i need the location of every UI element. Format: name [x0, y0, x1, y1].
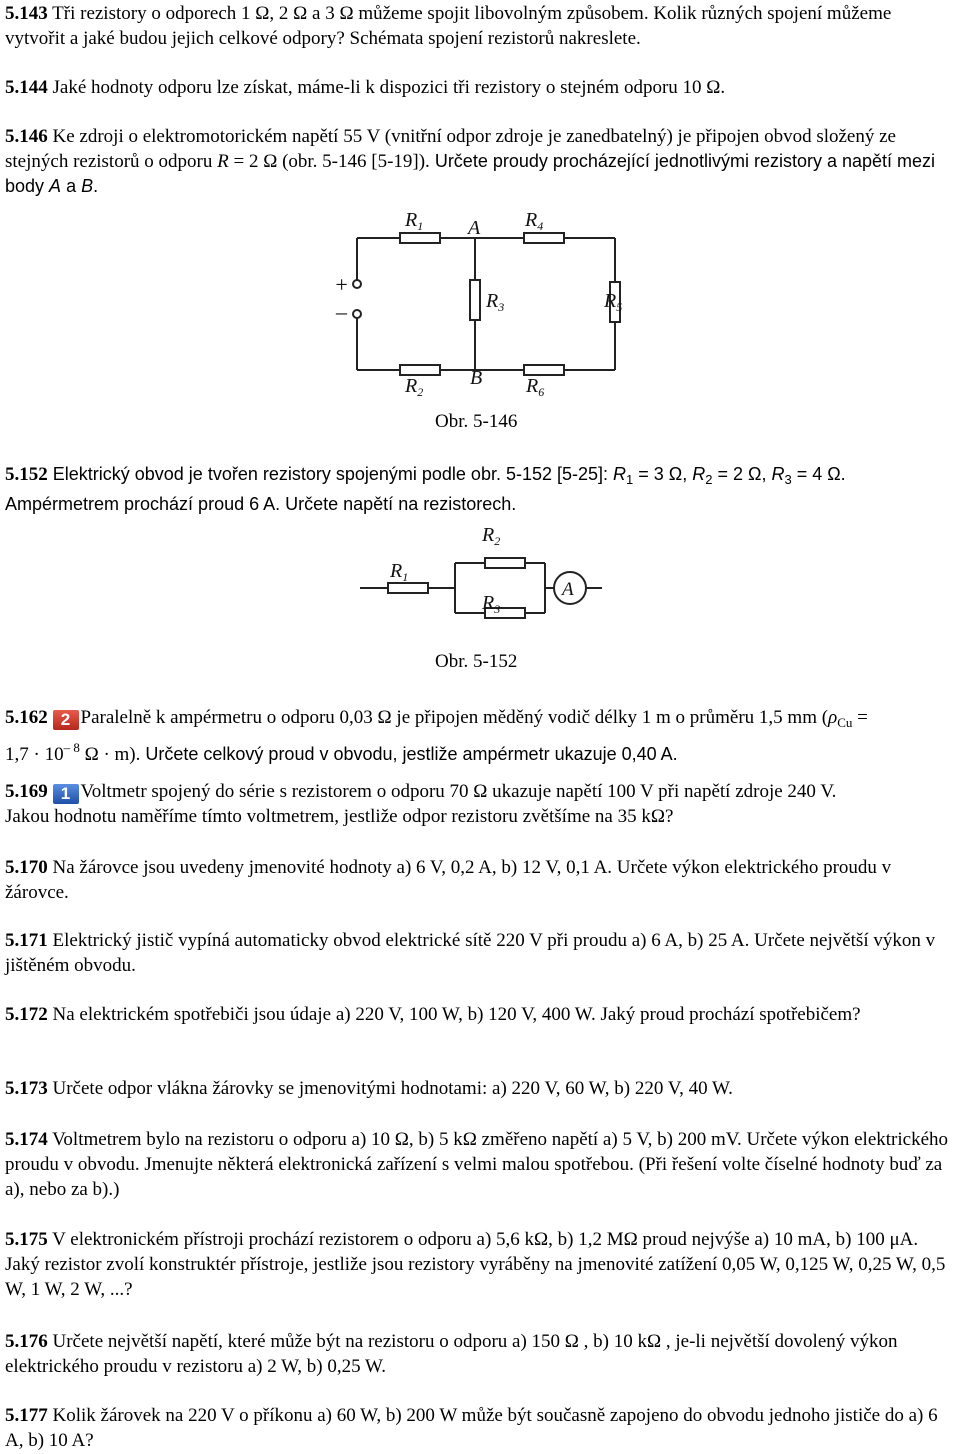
label-r5: $R_5$ [604, 290, 623, 314]
problem-5-143 [5, 1, 955, 51]
resistor-r4 [524, 233, 564, 243]
difficulty-2-icon: 2 [53, 710, 79, 730]
resistor-r1 [400, 233, 440, 243]
problem-text: Jaké hodnoty odporu lze získat, máme-li k dispozici tři rezistory o stejném odporu 10 Ω. [47, 77, 726, 98]
problem-number: 5.152 [5, 464, 48, 485]
problem-text: Na elektrickém spotřebiči jsou údaje a) 220 V, 100 W, b) 120 V, 400 W. Jaký proud prochází spotřebičem? [47, 1004, 861, 1025]
question-text: Určete proudy procházející jednotlivými rezistory a napětí mezi body [5, 151, 936, 196]
problem-text: V elektronickém přístroji prochází rezistorem o odporu a) 5,6 kΩ, b) 1,2 MΩ proud nejvýše a) 10 mA, b) 100 μA. Jaký rezistor zvolí konstruktér přístroje, jestliže jsou rezistory vyráběny na jmenovité zatížení 0,05 W, 0,125 W, 0,25 W, 0,5 W, 1 W, 2 W, ...? [5, 1229, 946, 1300]
problem-text: Určete největší napětí, které může být na rezistoru o odporu a) 150 Ω , b) 10 kΩ , je-li největší dovolený výkon elektrického proudu v rezistoru a) 2 W, b) 0,25 W. [5, 1331, 898, 1377]
value-unit: Ω · m). [79, 744, 141, 765]
problem-text [5, 464, 846, 514]
equals: = [852, 707, 868, 728]
value-r1: = 3 Ω, [633, 464, 693, 484]
problem-text: Tři rezistory o odporech 1 Ω, 2 Ω a 3 Ω můžeme spojit libovolným způsobem. Kolik různých spojení můžeme vytvořit a jaké budou jejich celkové odpory? Schémata spojení rezistorů nakreslete. [5, 3, 892, 49]
label-r2: $R_2$ [405, 375, 424, 399]
label-r2: $R_2$ [482, 524, 501, 548]
problem-number: 5.144 [5, 77, 48, 98]
problem-number: 5.174 [5, 1129, 48, 1150]
problem-5-174 [5, 1127, 955, 1202]
value-r2: = 2 Ω, [712, 464, 772, 484]
variable-r: R [217, 151, 229, 172]
point-b: B [81, 176, 94, 196]
rho-symbol: ρ [828, 707, 838, 728]
circuit-diagram-5-146 [320, 200, 650, 410]
problem-question: Jakou hodnotu naměříme tímto voltmetrem, jestliže odpor rezistoru zvětšíme na 35 kΩ? [5, 806, 674, 827]
problem-text: Ke zdroji o elektromotorickém napětí 55 V (vnitřní odpor zdroje je zanedbatelný) je připojen obvod složený ze stejných rezistorů o odporu [5, 126, 896, 172]
label-plus: + [334, 272, 349, 297]
circuit-diagram-5-152 [340, 515, 610, 630]
figure-caption-5-152: Obr. 5-152 [435, 651, 518, 672]
problem-5-144 [5, 75, 955, 100]
label-r3: $R_3$ [486, 290, 505, 314]
var-r3: R [771, 464, 785, 484]
problem-number: 5.169 [5, 781, 48, 802]
problem-number: 5.177 [5, 1405, 48, 1426]
resistor-r3 [470, 280, 480, 320]
var-r3-sub: 3 [784, 472, 792, 487]
resistor-r2 [485, 558, 525, 568]
problem-5-175 [5, 1227, 955, 1302]
problem-5-172 [5, 1002, 955, 1027]
var-r2: R [692, 464, 706, 484]
label-b: B [470, 367, 483, 389]
problem-text: Paralelně k ampérmetru o odporu 0,03 Ω je připojen měděný vodič délky 1 m o průměru 1,5 mm ( [80, 707, 829, 728]
var-r2-sub: 2 [705, 472, 713, 487]
problem-number: 5.143 [5, 3, 48, 24]
problem-number: 5.162 [5, 707, 48, 728]
value-exponent: – 8 [63, 740, 80, 755]
resistor-r6 [524, 365, 564, 375]
label-r1: $R_1$ [405, 209, 424, 233]
figure-caption-5-146: Obr. 5-146 [435, 411, 518, 432]
problem-5-177 [5, 1403, 955, 1453]
problem-5-171 [5, 928, 955, 978]
problem-number: 5.176 [5, 1331, 48, 1352]
problem-5-146 [5, 124, 955, 199]
label-a: A [468, 217, 481, 239]
cu-subscript: Cu [837, 715, 853, 730]
problem-text: Určete odpor vlákna žárovky se jmenovitými hodnotami: a) 220 V, 60 W, b) 220 V, 40 W. [47, 1078, 733, 1099]
problem-number: 5.175 [5, 1229, 48, 1250]
value-r3: = 4 Ω. [791, 464, 846, 484]
problem-number: 5.146 [5, 126, 48, 147]
problem-5-176 [5, 1329, 955, 1379]
problem-text: Voltmetr spojený do série s rezistorem o odporu 70 Ω ukazuje napětí 100 V při napětí zdroje 240 V. [80, 781, 837, 802]
value-mantissa: 1,7 · 10 [5, 744, 64, 765]
var-r1: R [613, 464, 627, 484]
resistor-r1 [388, 583, 428, 593]
conjunction: a [61, 176, 82, 196]
label-r1: $R_1$ [390, 560, 409, 584]
problem-text: Kolik žárovek na 220 V o příkonu a) 60 W, b) 200 W může být současně zapojeno do obvodu jednoho jističe do a) 6 A, b) 10 A? [5, 1405, 938, 1451]
label-minus: – [336, 299, 347, 324]
terminal-minus [353, 310, 361, 318]
problem-question: Ampérmetrem prochází proud 6 A. Určete napětí na rezistorech. [5, 494, 517, 514]
var-r1-sub: 1 [626, 472, 634, 487]
problem-number: 5.173 [5, 1078, 48, 1099]
problem-5-169 [5, 779, 955, 829]
problem-text: Na žárovce jsou uvedeny jmenovité hodnoty a) 6 V, 0,2 A, b) 12 V, 0,1 A. Určete výkon elektrického proudu v žárovce. [5, 857, 892, 903]
period: . [93, 176, 99, 196]
point-a: A [49, 176, 62, 196]
label-r6: $R_6$ [526, 375, 545, 399]
resistor-r2 [400, 365, 440, 375]
problem-text-part: Elektrický obvod je tvořen rezistory spojenými podle obr. 5-152 [5-25]: [47, 464, 614, 484]
label-r4: $R_4$ [525, 209, 544, 233]
problem-text: Elektrický jistič vypíná automaticky obvod elektrické sítě 220 V při proudu a) 6 A, b) 25 A. Určete největší výkon v jištěném obvodu. [5, 930, 936, 976]
problem-5-152 [5, 462, 955, 517]
problem-5-162 [5, 705, 955, 767]
problem-text: Voltmetrem bylo na rezistoru o odporu a) 10 Ω, b) 5 kΩ změřeno napětí a) 5 V, b) 200 mV. Určete výkon elektrického proudu v obvodu. Jmenujte některá elektronická zařízení s velmi malou spotřebou. (Při řešení volte číselné hodnoty buď za a), nebo za b).) [5, 1129, 949, 1200]
terminal-plus [353, 280, 361, 288]
problem-text: = 2 Ω (obr. 5-146 [5-19]). [228, 151, 430, 172]
problem-number: 5.172 [5, 1004, 48, 1025]
problem-5-170 [5, 855, 955, 905]
problem-question: Určete celkový proud v obvodu, jestliže ampérmetr ukazuje 0,40 A. [140, 744, 678, 764]
problem-5-173 [5, 1076, 955, 1101]
ammeter-label: A [562, 579, 574, 600]
label-r3: $R_3$ [482, 592, 501, 616]
problem-number: 5.170 [5, 857, 48, 878]
difficulty-1-icon: 1 [53, 784, 79, 804]
problem-number: 5.171 [5, 930, 48, 951]
